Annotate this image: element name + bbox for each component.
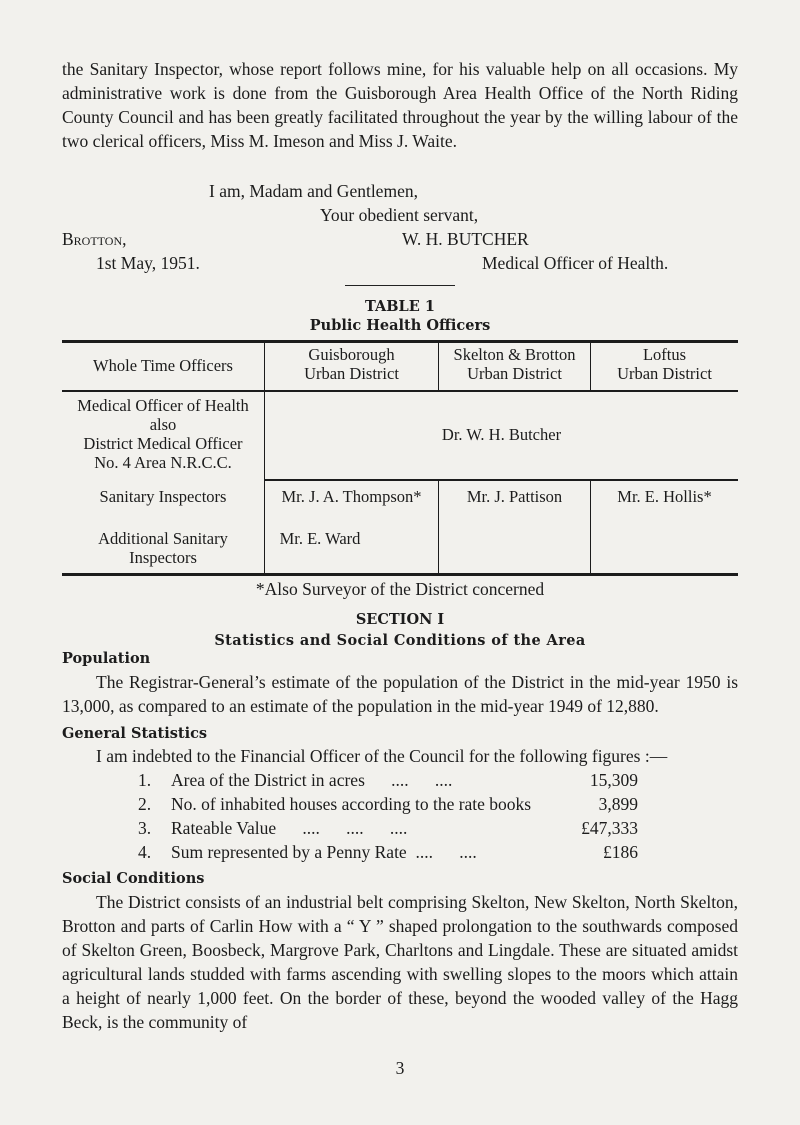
row-medical-officer-label <box>62 396 264 472</box>
stat-label-3: Rateable Value .... .... .... <box>171 818 408 838</box>
valediction: Your obedient servant, <box>320 205 479 225</box>
table-label: TABLE 1 <box>365 298 435 315</box>
section-label: SECTION I <box>355 611 445 628</box>
table-header-rule <box>62 390 738 392</box>
stat-num-4: 4. <box>138 842 152 862</box>
stat-label-1: Area of the District in acres .... .... <box>171 770 453 790</box>
row2-skelton-value: Mr. J. Pattison <box>466 487 563 506</box>
social-conditions-text: The District consists of an industrial belt comprising Skelton, New Skelton, North Skelton, Brotton and parts of Carlin How with a “ Y ” shaped prolongation to the southwards composed of Skelton Green, Boosbeck, Margrove Park, Charltons and Lingdale. These are situated amidst agricultural lands studded with farms ascending with swelling slopes to the moors which attain a height of nearly 1,000 feet. On the border of these, beyond the wooded valley of the Hagg Beck, is the community of <box>62 892 738 1032</box>
table-row-rule <box>264 479 738 481</box>
intro-paragraph: the Sanitary Inspector, whose report follows mine, for his valuable help on all occasions. My administrative work is done from the Guisborough Area Health Office of the North Riding County Council and has been greatly facilitated throughout the year by the willing labour of the two clerical officers, Miss M. Imeson and Miss J. Waite. <box>62 59 738 151</box>
row2-guisborough-value: Mr. J. A. Thompson* <box>281 487 422 506</box>
social-conditions-heading: Social Conditions <box>62 870 205 887</box>
header-skelton-brotton: Skelton & Brotton Urban District <box>453 345 576 383</box>
header-whole-time-officers: Whole Time Officers <box>93 356 233 375</box>
stat-value-3: £47,333 <box>581 818 638 838</box>
separator-rule <box>345 285 455 286</box>
place: Brotton, <box>62 229 127 249</box>
header-loftus: Loftus Urban District <box>617 345 712 383</box>
signatory: W. H. BUTCHER <box>402 229 529 249</box>
row1-label-line-3: District Medical Officer <box>83 434 243 453</box>
stat-label-4: Sum represented by a Penny Rate .... .... <box>171 842 477 862</box>
table-bottom-rule <box>62 573 738 576</box>
general-statistics-intro: I am indebted to the Financial Officer of the Council for the following figures :— <box>96 746 668 766</box>
date: 1st May, 1951. <box>96 253 200 273</box>
row1-label-line-1: Medical Officer of Health <box>77 396 249 415</box>
stat-value-2: 3,899 <box>598 794 638 814</box>
table-title: Public Health Officers <box>309 317 491 334</box>
general-statistics-heading: General Statistics <box>62 725 208 742</box>
stat-num-2: 2. <box>138 794 152 814</box>
row-sanitary-inspectors-label: Sanitary Inspectors <box>99 487 227 506</box>
population-text: The Registrar-General’s estimate of the population of the District in the mid-year 1950 is 13,000, as compared to an estimate of the population in the mid-year 1949 of 12,880. <box>62 672 738 716</box>
row3-label-line-1: Additional Sanitary <box>98 529 228 548</box>
salutation: I am, Madam and Gentlemen, <box>209 181 418 201</box>
section-title: Statistics and Social Conditions of the Area <box>214 632 586 649</box>
row1-label-line-4: No. 4 Area N.R.C.C. <box>94 453 232 472</box>
stat-num-1: 1. <box>138 770 152 790</box>
stat-value-1: 15,309 <box>589 770 638 790</box>
row3-label-line-2: Inspectors <box>129 548 197 567</box>
header-guisborough: Guisborough Urban District <box>304 345 399 383</box>
population-heading: Population <box>62 650 151 667</box>
row3-guisborough-value: Mr. E. Ward <box>279 529 361 548</box>
table-footnote: *Also Surveyor of the District concerned <box>255 579 545 599</box>
page-number: 3 <box>395 1058 405 1078</box>
signatory-title: Medical Officer of Health. <box>482 253 669 273</box>
row2-loftus-value: Mr. E. Hollis* <box>617 487 712 506</box>
stat-num-3: 3. <box>138 818 152 838</box>
row1-label-line-2: also <box>149 415 177 434</box>
stat-value-4: £186 <box>603 842 638 862</box>
row-medical-officer-value: Dr. W. H. Butcher <box>441 425 562 444</box>
stat-label-2: No. of inhabited houses according to the rate books <box>171 794 532 814</box>
officers-table <box>62 340 738 576</box>
table-top-rule <box>62 340 738 343</box>
row-additional-inspectors-label <box>62 529 264 567</box>
